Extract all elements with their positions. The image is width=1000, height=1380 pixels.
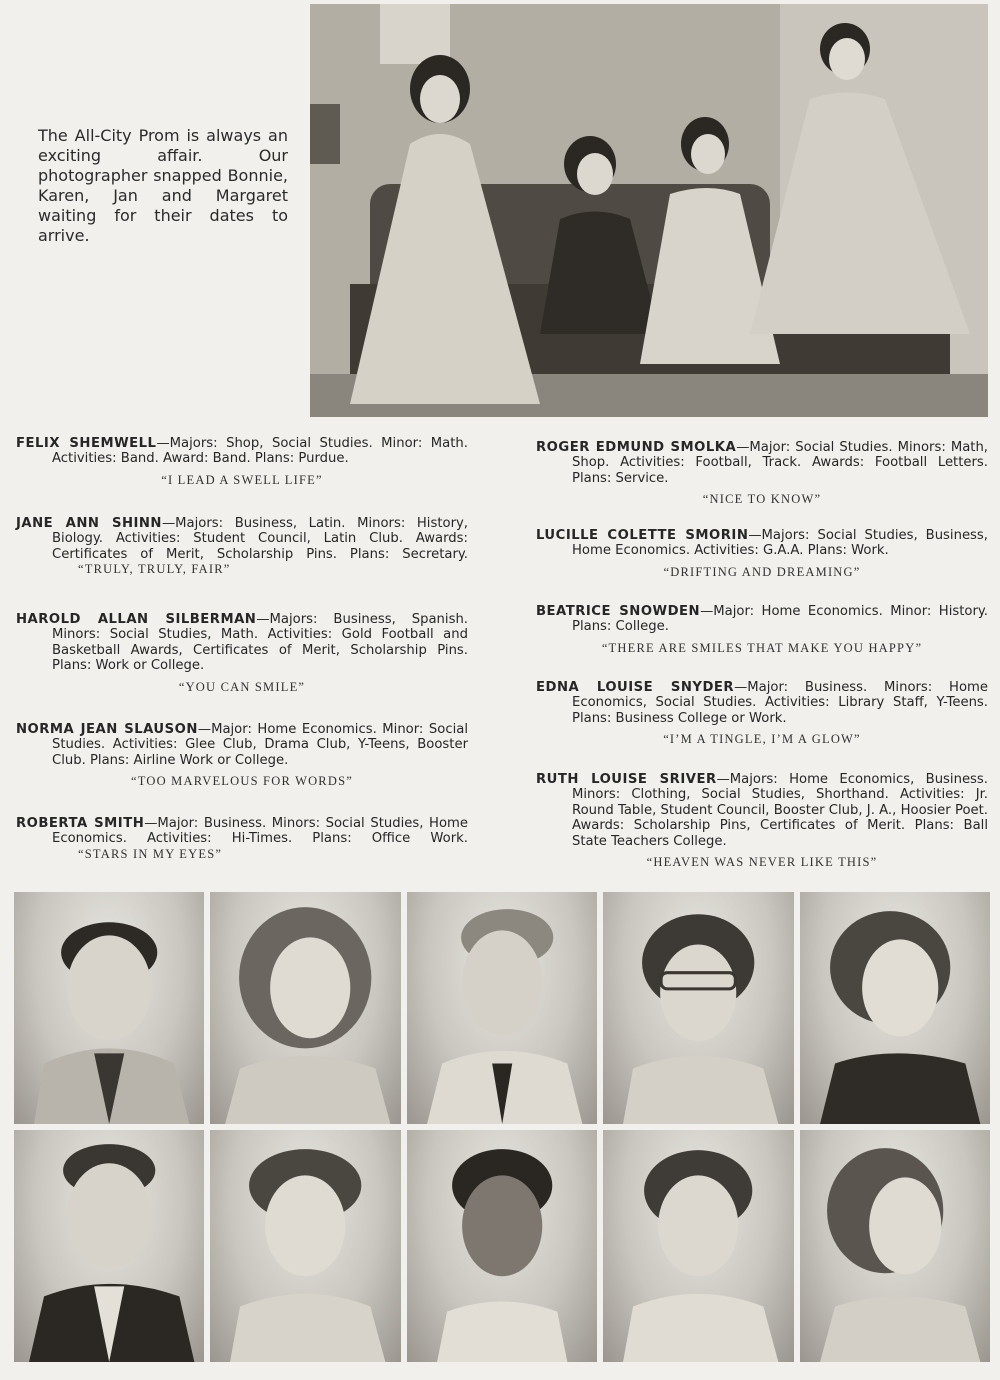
student-motto: “TRULY, TRULY, FAIR” (78, 562, 231, 577)
biography-entry (536, 604, 988, 656)
student-name: RUTH LOUISE SRIVER (536, 772, 717, 787)
prom-photograph (310, 4, 988, 417)
portrait-photo (407, 1130, 597, 1362)
student-motto: “YOU CAN SMILE” (178, 679, 306, 694)
biography-entry (536, 680, 988, 747)
portrait-photo (800, 892, 990, 1124)
biography-entry (16, 722, 468, 789)
student-motto: “DRIFTING AND DREAMING” (663, 564, 861, 579)
portrait-photo (407, 892, 597, 1124)
biography-entry (16, 612, 468, 695)
portrait-photo (210, 1130, 400, 1362)
student-details: —Majors: Social Studies, Business, Home Economics. Activities: G.A.A. Plans: Work. (572, 528, 988, 559)
portrait-photo (14, 1130, 204, 1362)
student-name: EDNA LOUISE SNYDER (536, 680, 735, 695)
student-name: NORMA JEAN SLAUSON (16, 722, 198, 737)
student-details: —Major: Social Studies. Minors: Math, Shop. Activities: Football, Track. Awards: Football Letters. Plans: Service. (572, 440, 988, 486)
student-name: ROGER EDMUND SMOLKA (536, 440, 737, 455)
portrait-grid (14, 892, 990, 1362)
student-motto: “NICE TO KNOW” (702, 492, 822, 507)
student-details: —Major: Business. Minors: Social Studies, Home Economics. Activities: Hi-Times. Plans: Office Work. (52, 816, 468, 847)
student-details: —Major: Home Economics. Minor: Social Studies. Activities: Glee Club, Drama Club, Y-Teens, Booster Club. Plans: Airline Work or College. (52, 722, 468, 768)
photo-caption: The All-City Prom is always an exciting affair. Our photographer snapped Bonnie, Karen, Jan and Margaret waiting for their dates to arrive. (38, 126, 288, 245)
student-name: JANE ANN SHINN (16, 516, 162, 531)
portrait-photo (800, 1130, 990, 1362)
portrait-photo (210, 892, 400, 1124)
student-details: —Majors: Business, Latin. Minors: History, Biology. Activities: Student Council, Latin Club. Awards: Certificates of Merit, Scholarship Pins. Plans: Secretary. (52, 516, 468, 562)
student-details: —Majors: Home Economics, Business. Minors: Clothing, Social Studies, Shorthand. Activities: Jr. Round Table, Student Council, Booster Club, J. A., Hoosier Poet. Awards: Scholarship Pins, Certificates of Merit. Plans: Ball State Teachers College. (572, 772, 988, 849)
portrait-photo (603, 1130, 793, 1362)
student-name: ROBERTA SMITH (16, 816, 145, 831)
biography-entry (16, 436, 468, 488)
prom-photo-illustration (310, 4, 988, 417)
biography-entry (536, 528, 988, 580)
portrait-photo (14, 892, 204, 1124)
student-name: FELIX SHEMWELL (16, 436, 157, 451)
student-motto: “TOO MARVELOUS FOR WORDS” (131, 774, 353, 789)
student-name: LUCILLE COLETTE SMORIN (536, 528, 749, 543)
student-details: —Major: Home Economics. Minor: History. Plans: College. (572, 604, 988, 635)
biography-entry (16, 816, 468, 862)
student-motto: “I’M A TINGLE, I’M A GLOW” (663, 732, 861, 747)
student-details: —Majors: Shop, Social Studies. Minor: Math. Activities: Band. Award: Band. Plans: Purdue. (52, 436, 468, 467)
student-motto: “THERE ARE SMILES THAT MAKE YOU HAPPY” (601, 640, 923, 655)
student-name: BEATRICE SNOWDEN (536, 604, 701, 619)
student-details: —Majors: Business, Spanish. Minors: Social Studies, Math. Activities: Gold Football and Basketball Awards, Certificates of Merit, Scholarship Pins. Plans: Work or College. (52, 612, 468, 674)
student-name: HAROLD ALLAN SILBERMAN (16, 612, 257, 627)
student-details: —Major: Business. Minors: Home Economics, Social Studies. Activities: Library Staff, Y-Teens. Plans: Business College or Work. (572, 680, 988, 726)
biography-entry (536, 772, 988, 870)
student-motto: “I LEAD A SWELL LIFE” (161, 472, 323, 487)
biography-entry (536, 440, 988, 507)
portrait-photo (603, 892, 793, 1124)
student-motto: “HEAVEN WAS NEVER LIKE THIS” (646, 855, 878, 870)
biography-entry (16, 516, 468, 578)
student-motto: “STARS IN MY EYES” (78, 846, 223, 861)
